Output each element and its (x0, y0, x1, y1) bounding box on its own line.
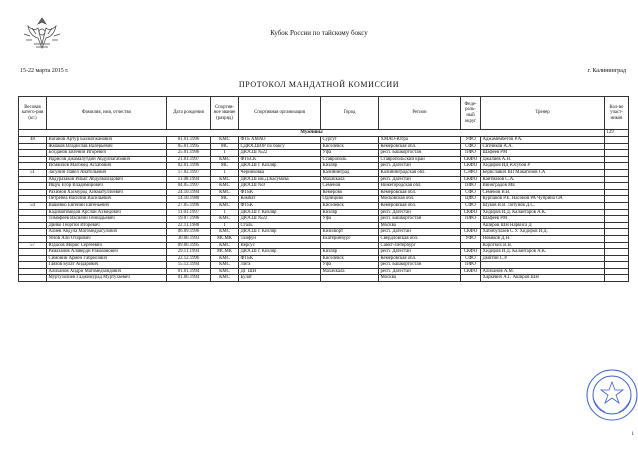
cell-name: Кадимагомедов Арслан Ахмедович (47, 209, 167, 216)
cell-org: ФТБК (239, 189, 321, 196)
cell-city: Одинцово (321, 196, 379, 203)
cell-weight (19, 222, 47, 229)
cell-city: Сургут (321, 137, 379, 144)
cell-city: Махачкала (321, 268, 379, 275)
cell-coach: Семенов В.В. (481, 189, 605, 196)
cell-name: Уезов Али Отарович (47, 235, 167, 242)
cell-rank: КМС (211, 242, 239, 249)
cell-dob: 02.01.1996 (167, 163, 211, 170)
cell-coach: Кайтмазов С.А. (481, 176, 605, 183)
cell-weight (19, 189, 47, 196)
cell-coach: Хабибуллаев С.У. Хидиров И.Д. (481, 229, 605, 236)
cell-org: ДЮСШ г. Кизляр (239, 209, 321, 216)
protocol-title: ПРОТОКОЛ МАНДАТНОЙ КОМИССИИ (238, 80, 400, 89)
cell-count (605, 222, 629, 229)
cell-dob: 01.01.1996 (167, 137, 211, 144)
table-row (19, 163, 629, 170)
cell-org: Булат (239, 275, 321, 282)
table-row (19, 176, 629, 183)
cell-org: ДЮСШ г. Кизляр (239, 163, 321, 170)
cell-dob: 11.08.1994 (167, 176, 211, 183)
cell-dob: 15.12.1994 (167, 262, 211, 269)
cell-org: ДЮСШ г. Кизляр (239, 249, 321, 256)
cell-rank: МС (211, 196, 239, 203)
cell-org: ФТБ ХМАО (239, 137, 321, 144)
cell-count (605, 183, 629, 190)
cell-coach: Алиханов А.М. (481, 268, 605, 275)
cell-district: УФО (461, 137, 481, 144)
cell-district: ПФО (461, 262, 481, 269)
cell-district: СФО (461, 189, 481, 196)
cell-region: Московская обл. (379, 196, 461, 203)
cell-rank: I (211, 209, 239, 216)
cell-org: Черняховка (239, 169, 321, 176)
cell-weight (19, 235, 47, 242)
col-weight-header: Весовая катего-рия (кг.) (19, 97, 47, 130)
cell-city: Киселевск (321, 143, 379, 150)
page-number: 1 (631, 432, 634, 437)
cell-rank: КМС (211, 156, 239, 163)
table-row (19, 222, 629, 229)
cell-name: Ваганов Артур Бахматжанович (47, 137, 167, 144)
cell-rank: МСМК (211, 249, 239, 256)
cell-city: Кизляр (321, 209, 379, 216)
cell-name: Юдасов Морис Сергеевич (47, 242, 167, 249)
cell-coach: Курпанов Р.Е. Насонов РА Чуприна ОА (481, 196, 605, 203)
cell-dob: 14.10.1980 (167, 196, 211, 203)
cell-name: Динко Георгий Игоревич (47, 222, 167, 229)
cell-org: ДЮСШ г. Кизляр (239, 229, 321, 236)
cell-region: Кемеровская обл. (379, 143, 461, 150)
cell-coach: Виноградов МЕ (481, 183, 605, 190)
cell-rank: МС (211, 163, 239, 170)
cell-dob: 09.06.1995 (167, 242, 211, 249)
cell-weight (19, 216, 47, 223)
cell-org: Лига (239, 262, 321, 269)
cell-rank: КМС (211, 137, 239, 144)
cell-city (321, 242, 379, 249)
table-row (19, 216, 629, 223)
cell-city: Уфа (321, 262, 379, 269)
cell-city: Екатеринбург (321, 235, 379, 242)
cell-weight (19, 163, 47, 170)
cell-weight (19, 209, 47, 216)
cell-region: Ставропольский край (379, 156, 461, 163)
cell-region: Кемеровская обл. (379, 189, 461, 196)
cell-dob: 21.01.1997 (167, 156, 211, 163)
cell-coach (481, 262, 605, 269)
cell-dob: 25.01.1996 (167, 150, 211, 157)
cell-city: Киселевск (321, 255, 379, 262)
cell-region: Москва (379, 222, 461, 229)
table-row (19, 189, 629, 196)
cell-dob: 29.11.1994 (167, 249, 211, 256)
cell-weight (19, 255, 47, 262)
cell-city: Уфа (321, 150, 379, 157)
cell-count (605, 202, 629, 209)
participants-table (18, 96, 629, 282)
cell-weight (19, 268, 47, 275)
table-row (19, 255, 629, 262)
cell-region: респ. Башкортостан (379, 150, 461, 157)
cell-rank: КМС (211, 262, 239, 269)
cell-district (461, 222, 481, 229)
col-org-header: Спортивная организация (239, 97, 321, 130)
cell-district: СКФО (461, 163, 481, 170)
col-count-header: Кол-во участ-ников (605, 97, 629, 130)
cell-district: СКФО (461, 249, 481, 256)
cell-count (605, 150, 629, 157)
cell-rank: МС (211, 143, 239, 150)
cell-district: УФО (461, 235, 481, 242)
cell-name: Муртузалиев Гаджимурад Муртузаевич (47, 275, 167, 282)
cell-weight: 57 (19, 242, 47, 249)
cell-city: Кемерово (321, 189, 379, 196)
cell-weight (19, 249, 47, 256)
cell-name: Ищук Егор Владимирович (47, 183, 167, 190)
cell-org: ДЮСШ №22 (239, 216, 321, 223)
cell-dob: 05.01.1995 (167, 143, 211, 150)
cell-org: ДЮСШ №22 (239, 150, 321, 157)
cell-rank: КМС (211, 189, 239, 196)
table-row (19, 235, 629, 242)
event-date: 15-22 марта 2015 г. (20, 68, 69, 74)
cell-count (605, 216, 629, 223)
table-row (19, 229, 629, 236)
cell-dob: 22.11.1988 (167, 222, 211, 229)
cell-dob: 27.05.1996 (167, 202, 211, 209)
round-seal-stamp (585, 368, 638, 422)
cell-count (605, 163, 629, 170)
cell-count (605, 169, 629, 176)
cell-city: Калининград (321, 169, 379, 176)
cell-name: Алиханов Хидри Магомедзандович (47, 268, 167, 275)
table-row (19, 268, 629, 275)
cell-region: респ. Дагестан (379, 249, 461, 256)
cell-coach: Харкевич А.Г. Аширов ШН (481, 275, 605, 282)
cell-count (605, 137, 629, 144)
cell-count (605, 242, 629, 249)
cell-weight: 51 (19, 169, 47, 176)
cell-count (605, 209, 629, 216)
cell-rank: I (211, 169, 239, 176)
table-row (19, 262, 629, 269)
table-row (19, 137, 629, 144)
cell-coach: Бериславич ВП Макагонов СА (481, 169, 605, 176)
table-row (19, 209, 629, 216)
cell-district: ПФО (461, 150, 481, 157)
cell-org: ФТБК (239, 255, 321, 262)
section-count: 129 (605, 130, 629, 137)
cell-district: СКФО (461, 209, 481, 216)
cell-rank: МСМК (211, 235, 239, 242)
cell-city: Кизляр (321, 163, 379, 170)
cell-dob: 19.07.1996 (167, 216, 211, 223)
cell-region: респ. Дагестан (379, 209, 461, 216)
cell-coach: Джалиев А.Н. (481, 156, 605, 163)
cell-region: Кемеровская обл. (379, 202, 461, 209)
cell-rank: КМС (211, 183, 239, 190)
event-city: г. Калининград (587, 68, 626, 74)
cell-region: Свердловская обл. (379, 235, 461, 242)
cell-name: Богданов Евгений Игоревич (47, 150, 167, 157)
cell-dob: 01.06.1994 (167, 275, 211, 282)
cell-district: ПФО (461, 183, 481, 190)
cell-weight: 48 (19, 137, 47, 144)
cell-dob: 06.09.1996 (167, 229, 211, 236)
cell-rank: I (211, 222, 239, 229)
col-name-header: Фамилия, имя, отчество (47, 97, 167, 130)
cell-name: Идрисов Джамалутдин Абдулнагабович (47, 156, 167, 163)
cell-district (461, 275, 481, 282)
section-label: Мужчины (19, 130, 605, 137)
table-row (19, 143, 629, 150)
cell-name: Рамазанов Алавердн Рамазанович (47, 249, 167, 256)
cell-coach: Шафеев РМ (481, 216, 605, 223)
cell-coach: Хидиров ИД Юсубов Р (481, 163, 605, 170)
cell-rank: КМС (211, 255, 239, 262)
cell-weight (19, 176, 47, 183)
cup-title: Кубок России по тайскому боксу (270, 29, 368, 37)
cell-district (461, 242, 481, 249)
cell-org: ДЮСШ №9 (239, 183, 321, 190)
table-row (19, 275, 629, 282)
cell-count (605, 156, 629, 163)
cell-weight: 54 (19, 202, 47, 209)
cell-weight (19, 156, 47, 163)
cell-name: Гаязов Булат Айдарович (47, 262, 167, 269)
cell-district: СКФО (461, 268, 481, 275)
cell-org: ДЮСШ им.Д.Касумова (239, 176, 321, 183)
col-region-header: Регион (379, 97, 461, 130)
section-row-men (19, 130, 629, 137)
cell-rank: КМС (211, 268, 239, 275)
cell-dob: 04.05.1997 (167, 183, 211, 190)
cell-dob: 30.06.1993 (167, 235, 211, 242)
cell-district: СФО (461, 202, 481, 209)
cell-region: Калининградская обл. (379, 169, 461, 176)
cell-rank: I (211, 150, 239, 157)
cell-district: СЗФО (461, 169, 481, 176)
cell-count (605, 235, 629, 242)
cell-weight (19, 150, 47, 157)
cell-org: Тайфун (239, 235, 321, 242)
cell-coach: Аширов ШН Наркиса Д (481, 222, 605, 229)
cell-dob: 17.02.1997 (167, 169, 211, 176)
cell-city: Махачкала (321, 176, 379, 183)
cell-count (605, 262, 629, 269)
cell-name: Петребеа Василий Васильевич (47, 196, 167, 203)
cell-district: СКФО (461, 229, 481, 236)
cell-name: Тимофеев Василий Геннадьевич (47, 216, 167, 223)
col-rank-header: Спортив-ное звание (разряд) (211, 97, 239, 130)
cell-region: Санкт-Петербург (379, 242, 461, 249)
cell-name: Засунин Павел Анатольевич (47, 169, 167, 176)
cell-count (605, 176, 629, 183)
cell-count (605, 255, 629, 262)
col-district-header: Феде-раль-ный округ (461, 97, 481, 130)
cell-weight (19, 275, 47, 282)
cell-region: респ. Дагестан (379, 176, 461, 183)
cell-count (605, 275, 629, 282)
cell-name: Симонин Армен Габрисович (47, 255, 167, 262)
cell-coach: Новиков Д.Н. (481, 235, 605, 242)
cell-org: СДЮСШОР по боксу (239, 143, 321, 150)
cell-org: ФТБК (239, 202, 321, 209)
cell-city: Кизилюрт (321, 229, 379, 236)
cell-district: СКФО (461, 156, 481, 163)
cell-region: респ. Дагестан (379, 268, 461, 275)
cell-district: СФО (461, 143, 481, 150)
cell-name: Абдуразаков Ильяс Абдулвахидович (47, 176, 167, 183)
cell-dob: 11.01.1997 (167, 209, 211, 216)
cell-city: Ставрополь (321, 156, 379, 163)
cell-region: Москва (379, 275, 461, 282)
cell-count (605, 249, 629, 256)
table-row (19, 249, 629, 256)
cell-district: ПФО (461, 216, 481, 223)
cell-weight (19, 183, 47, 190)
cell-city: Семенов (321, 183, 379, 190)
cell-coach: Хидиров И.Д. Калантаров А.К. (481, 249, 605, 256)
cell-weight (19, 143, 47, 150)
cell-count (605, 196, 629, 203)
cell-coach: Хидиров И.Д. Калантаров А.К. (481, 209, 605, 216)
cell-count (605, 229, 629, 236)
table-row (19, 169, 629, 176)
cell-rank: КМС (211, 275, 239, 282)
cell-dob: 01.01.1994 (167, 268, 211, 275)
cell-region: респ. Дагестан (379, 163, 461, 170)
cell-count (605, 143, 629, 150)
cell-district: СФО (461, 255, 481, 262)
cell-rank: КМС (211, 176, 239, 183)
cell-org: ФТБСК (239, 156, 321, 163)
table-row (19, 202, 629, 209)
cell-city: Кизляр (321, 249, 379, 256)
cell-name: Исмаилов Магомед Асхабович (47, 163, 167, 170)
cell-count (605, 189, 629, 196)
cell-region: респ. Дагестан (379, 229, 461, 236)
cell-name: Жмаков Владислав Валерьевич (47, 143, 167, 150)
cell-region: Кемеровская обл. (379, 255, 461, 262)
cell-city (321, 222, 379, 229)
cell-region: респ. Башкортостан (379, 216, 461, 223)
cell-region: ХМАО-Югра (379, 137, 461, 144)
cell-region: респ. Башкортостан (379, 262, 461, 269)
col-coach-header: Тренер (481, 97, 605, 130)
col-dob-header: Дата рождения (167, 97, 211, 130)
cell-dob: 22.12.1996 (167, 255, 211, 262)
cell-coach: Коротких В.В. (481, 242, 605, 249)
cell-weight (19, 229, 47, 236)
cell-district: ЦФО (461, 196, 481, 203)
table-row (19, 156, 629, 163)
table-row (19, 183, 629, 190)
cell-region: Нижегородская обл. (379, 183, 461, 190)
cell-coach: Ситников А.А. (481, 143, 605, 150)
cell-rank: КМС (211, 202, 239, 209)
cell-coach: Шуков В.В. Лотунов Д.С. (481, 202, 605, 209)
cell-count (605, 268, 629, 275)
cell-city (321, 275, 379, 282)
cell-org: Версус (239, 242, 321, 249)
cell-weight (19, 262, 47, 269)
cell-org: Сталь (239, 222, 321, 229)
cell-coach: Дмитин С.Р. (481, 255, 605, 262)
cell-coach: Аджамембетов Р.А. (481, 137, 605, 144)
cell-org: ДГ ШИ (239, 268, 321, 275)
cell-city: Киселевск (321, 202, 379, 209)
cell-dob: 24.10.1994 (167, 189, 211, 196)
cell-weight (19, 196, 47, 203)
cell-coach: Шафеев РМ (481, 150, 605, 157)
cell-district: СКФО (461, 176, 481, 183)
table-row (19, 242, 629, 249)
table-row (19, 196, 629, 203)
cell-name: Алиев Абдула Магомедрасулович (47, 229, 167, 236)
cell-rank: КМС (211, 216, 239, 223)
cell-rank: КМС (211, 229, 239, 236)
cell-city: Уфа (321, 216, 379, 223)
table-header-row (19, 97, 629, 130)
cell-name: Рахимов Хасмурод Хикматуллоевич (47, 189, 167, 196)
cell-org: Комбат (239, 196, 321, 203)
table-row (19, 150, 629, 157)
col-city-header: Город (321, 97, 379, 130)
cell-name: Вашенко Евгений Евгеньевич (47, 202, 167, 209)
